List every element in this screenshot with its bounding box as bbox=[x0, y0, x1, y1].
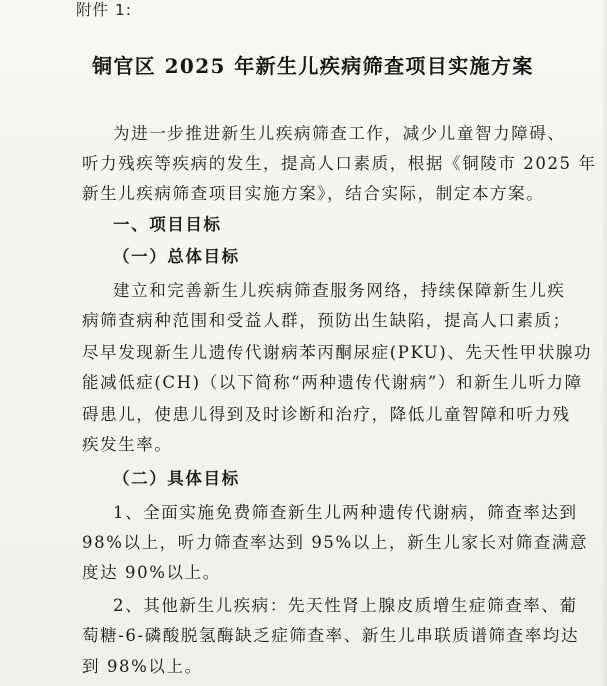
sub1-line-5: 碍患儿，使患儿得到及时诊断和治疗，降低儿童智障和听力残 bbox=[82, 405, 571, 424]
sub1-line-6: 疾发生率。 bbox=[82, 435, 173, 454]
sub2-heading: （二）具体目标 bbox=[113, 469, 240, 488]
intro-line-3: 新生儿疾病筛查项目实施方案》，结合实际，制定本方案。 bbox=[82, 184, 545, 203]
sub1-heading: （一）总体目标 bbox=[113, 247, 240, 266]
intro-line-1: 为进一步推进新生儿疾病筛查工作，减少儿童智力障碍、 bbox=[113, 124, 566, 143]
page-edge-shadow bbox=[601, 0, 607, 686]
item2-line-3: 到 98%以上。 bbox=[82, 657, 203, 676]
item1-line-1: 1、全面实施免费筛查新生儿两种遗传代谢病，筛查率达到 bbox=[113, 503, 578, 522]
item2-line-2: 萄糖-6-磷酸脱氢酶缺乏症筛查率、新生儿串联质谱筛查率均达 bbox=[82, 626, 580, 645]
sub1-line-3: 尽早发现新生儿遗传代谢病苯丙酮尿症(PKU)、先天性甲状腺功 bbox=[82, 343, 593, 362]
attachment-label: 附件 1: bbox=[76, 1, 133, 19]
sub1-line-1: 建立和完善新生儿疾病筛查服务网络，持续保障新生儿疾 bbox=[113, 281, 566, 300]
item1-line-3: 度达 90%以上。 bbox=[82, 563, 221, 582]
sub1-line-2: 病筛查病种范围和受益人群，预防出生缺陷，提高人口素质； bbox=[82, 311, 571, 330]
section1-heading: 一、项目目标 bbox=[113, 215, 222, 234]
item2-line-1: 2、其他新生儿疾病：先天性肾上腺皮质增生症筛查率、葡 bbox=[113, 596, 578, 615]
intro-line-2: 听力残疾等疾病的发生，提高人口素质，根据《铜陵市 2025 年 bbox=[82, 154, 597, 173]
document-title: 铜官区 2025 年新生儿疾病筛查项目实施方案 bbox=[92, 54, 534, 78]
item1-line-2: 98%以上，听力筛查率达到 95%以上，新生儿家长对筛查满意 bbox=[82, 533, 589, 552]
sub1-line-4: 能减低症(CH)（以下简称“两种遗传代谢病”）和新生儿听力障 bbox=[82, 373, 583, 392]
